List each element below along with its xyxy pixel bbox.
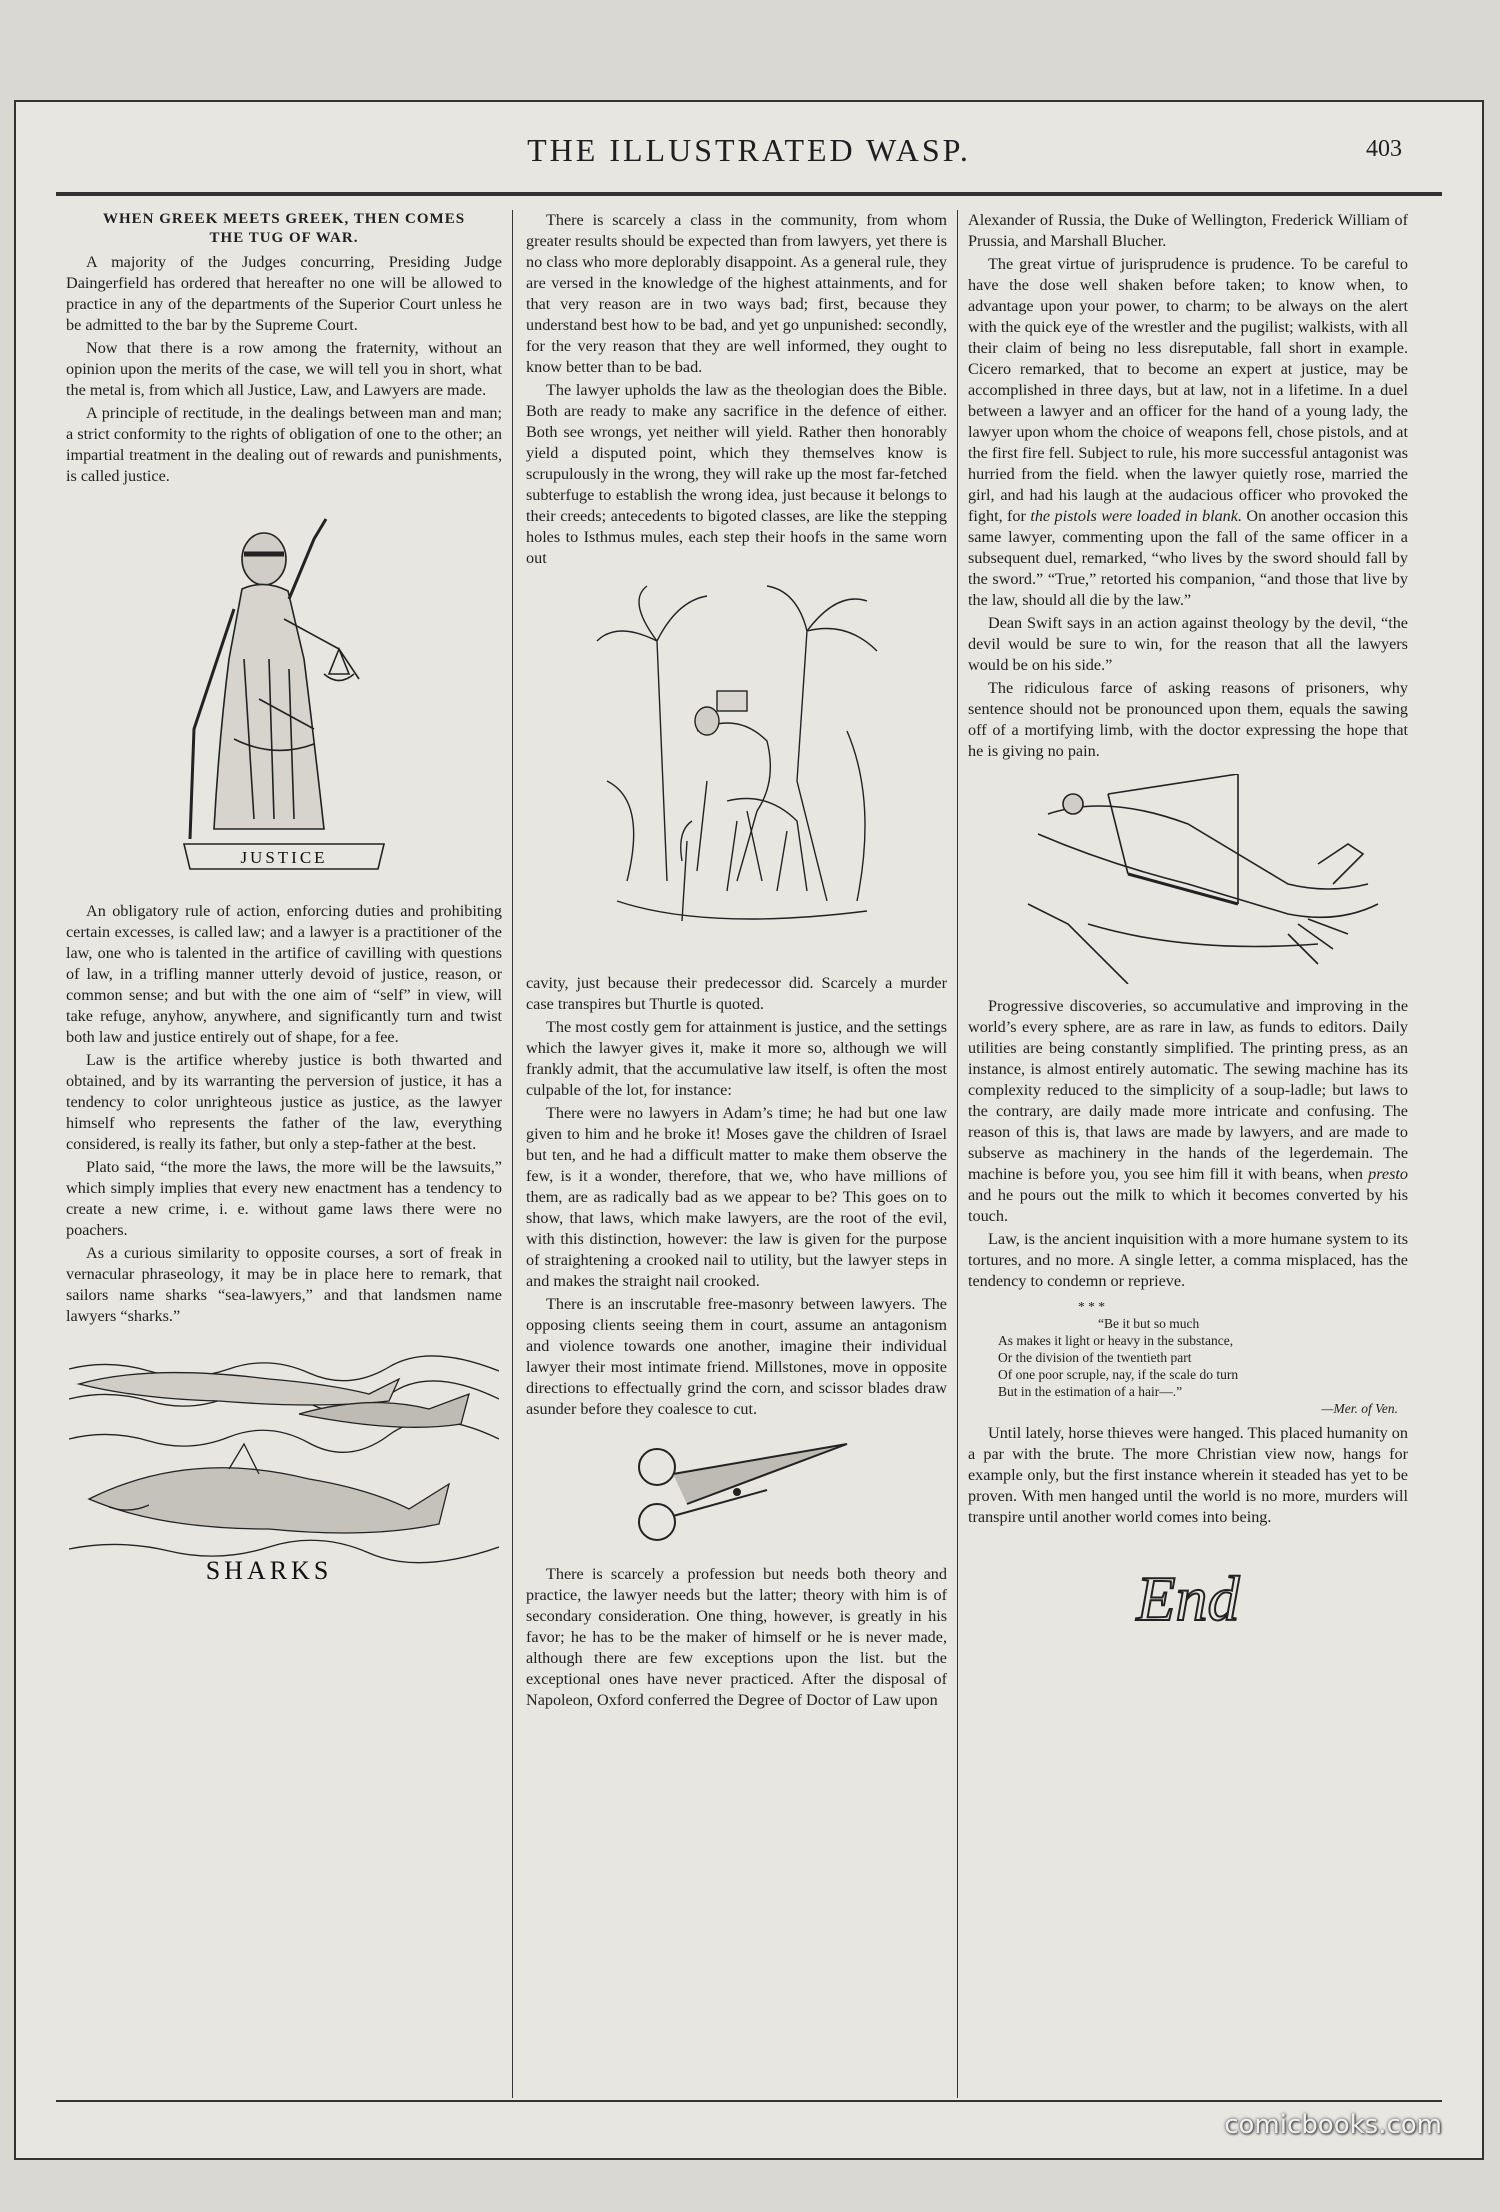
newspaper-page: [14, 100, 1484, 2160]
paragraph: As a curious similarity to opposite courses, a sort of freak in vernacular phraseology, it may be in place here to remark, that sailors name sharks “sea-lawyers,” and that landsmen name lawyers “sharks.”: [66, 1244, 502, 1325]
paragraph: [968, 254, 1408, 611]
paragraph: There is scarcely a class in the community, from whom greater results should be expected than from lawyers, yet there is no class who more deplorably disappoint. As a general rule, they are versed in the knowledge of the highest attainments, and for that very reason are in two ways bad; first, because they understand best how to be bad, and yet go unpunished: secondly, for the very reason that they are well informed, they ought to know better than to be bad.: [526, 211, 947, 376]
paragraph: Until lately, horse thieves were hanged. This placed humanity on a par with the brute. The more Christian view now, hangs for example only, but the first instance wherein it steaded has yet to be proven. With men hanged until the world is no more, murders will transpire until another world comes into being.: [968, 1424, 1408, 1526]
poem-quotation: [998, 1298, 1408, 1417]
paragraph: The lawyer upholds the law as the theologian does the Bible. Both are ready to make any sacrifice in the defence of either. Both see wrongs, yet neither will yield. Rather then honorably yield a disputed point, which they themselves know is scrupulously in the wrong, they will rake up the most far-fetched subterfuge to establish the wrong idea, just because it belongs to their creeds; antecedents to bigoted classes, are like the stepping holes to Isthmus mules, each step their hoofs in the same worn out: [526, 381, 947, 567]
paragraph-text: The great virtue of jurisprudence is prudence. To be careful to have the dose well shaken before taken; to know when, to advantage upon your power, to charm; to be always on the alert with the quick eye of the wrestler and the pugilist; walkists, with all their claim of being no less disreputable, fall short in example. Cicero remarked, that to become an expert at justice, may be accomplished in three days, but at law, not in a lifetime. In a duel between a lawyer and an officer for the hand of a young lady, the lawyer upon whom the choice of weapons fell, chose pistols, and at the first fire fell. Subject to rule, his more successful antagonist was hurried from the field. when the lawyer quietly rose, married the girl, and had his laugh at the audacious officer who provoked the fight, for: [968, 255, 1408, 525]
end-label: End: [1136, 1563, 1240, 1634]
paragraph: Now that there is a row among the fraternity, without an opinion upon the merits of the case, we will tell you in short, what the metal is, from which all Justice, Law, and Lawyers are made.: [66, 339, 502, 399]
paragraph-text: Progressive discoveries, so accumulative and improving in the world’s every sphere, are as rare in law, as funds to editors. Daily utilities are being constantly simplified. The printing press, as an instance, is almost entirely automatic. The sewing machine has its complexity reduced to the simplicity of a soup-ladle; but laws to the contrary, are daily made more intricate and confusing. The reason of this is, that laws are made by lawyers, and are made to subserve as machinery in the hands of the legerdemain. The machine is before you, you see him fill it with beans, when: [968, 997, 1408, 1183]
paragraph: Dean Swift says in an action against theology by the devil, “the devil would be sure to win, for the reason that all the lawyers would be on his side.”: [968, 614, 1408, 674]
poem-line: But in the estimation of a hair—.”: [998, 1384, 1183, 1399]
article-headline: [66, 210, 502, 248]
headline-line-2: THE TUG OF WAR.: [209, 230, 359, 246]
column-rule-1: [512, 210, 513, 2098]
column-rule-2: [957, 210, 958, 2098]
paragraph-continued: Alexander of Russia, the Duke of Wellington, Frederick William of Prussia, and Marshall Blucher.: [968, 211, 1408, 250]
sharks-label: SHARKS: [205, 1556, 333, 1585]
page-number: 403: [1366, 136, 1402, 162]
paragraph-continued: cavity, just because their predecessor did. Scarcely a murder case transpires but Thurtle is quoted.: [526, 974, 947, 1013]
justice-banner: [184, 844, 384, 869]
scissors-illustration: [617, 1432, 857, 1552]
poem-line: As makes it light or heavy in the substance,: [998, 1333, 1234, 1348]
watermark: comicbooks.com: [1224, 2110, 1442, 2140]
paragraph: An obligatory rule of action, enforcing duties and prohibiting certain excesses, is called law; and a lawyer is a practitioner of the law, one who is talented in the artifice of cavilling with questions of law, in a trifling manner utterly devoid of justice, reason, or common sense; and but with the one aim of “self” in view, will take refuge, anyhow, anywhere, and significantly turn and twist both law and justice entirely out of shape, for a fee.: [66, 902, 502, 1046]
italic-word: presto: [1368, 1165, 1408, 1183]
poem-citation: —Mer. of Ven.: [1321, 1401, 1398, 1416]
justice-illustration: [164, 499, 404, 889]
italic-phrase: the pistols were loaded in blank.: [1030, 507, 1242, 525]
page-header: [16, 132, 1482, 172]
amputation-saw-illustration: [988, 774, 1388, 984]
paragraph: Law, is the ancient inquisition with a more humane system to its tortures, and no more. A single letter, a comma misplaced, has the tendency to condemn or reprieve.: [968, 1230, 1408, 1290]
paragraph-text: On another occasion this same lawyer, commenting upon the fall of the same officer in a subsequent duel, remarked, “who lives by the sword should fall by the sword.” “True,” retorted his companion, “and those that live by the law, should all die by the law.”: [968, 507, 1409, 609]
paragraph: [968, 996, 1408, 1227]
poem-line: “Be it but so much: [1098, 1316, 1200, 1331]
paragraph-text: and he pours out the milk to which it becomes converted by his touch.: [968, 1186, 1408, 1225]
footer-rule: [56, 2100, 1442, 2102]
poem-stars: * * *: [1078, 1299, 1105, 1314]
headline-line-1: WHEN GREEK MEETS GREEK, THEN COMES: [102, 211, 466, 227]
masthead-title: THE ILLUSTRATED WASP.: [527, 132, 971, 168]
paragraph: Law is the artifice whereby justice is both thwarted and obtained, and by its warranting the perversion of justice, it has a tendency to color unrighteous justice as justice, as the lawyer himself who represents the father of the law, everything considered, is really its father, but only a step-father at the best.: [66, 1051, 502, 1153]
isthmus-mules-illustration: [587, 581, 887, 961]
column-3: [968, 210, 1408, 1662]
paragraph: The most costly gem for attainment is justice, and the settings which the lawyer gives it, make it more so, although we will frankly admit, that the accumulative law itself, is often the most culpable of the lot, for instance:: [526, 1018, 947, 1099]
column-1: [66, 210, 502, 1601]
column-2: [526, 210, 947, 1713]
poem-line: Or the division of the twentieth part: [998, 1350, 1192, 1365]
svg-text:JUSTICE: JUSTICE: [240, 848, 328, 867]
paragraph: There is an inscrutable free-masonry between lawyers. The opposing clients seeing them in court, assume an antagonism and violence towards one another, imagine their individual lawyer their most intimate friend. Millstones, move in opposite directions to effectually grind the corn, and scissor blades draw asunder before they coalesce to cut.: [526, 1295, 947, 1418]
poem-line: Of one poor scruple, nay, if the scale do turn: [998, 1367, 1239, 1382]
paragraph: Plato said, “the more the laws, the more will be the lawsuits,” which simply implies that every new enactment has a tendency to create a new crime, i. e. without game laws there were no poachers.: [66, 1158, 502, 1239]
paragraph: A majority of the Judges concurring, Presiding Judge Daingerfield has ordered that hereafter no one will be allowed to practice in any of the departments of the Superior Court unless he be admitted to the bar by the Supreme Court.: [66, 253, 502, 334]
end-ornament: [1078, 1540, 1298, 1650]
sharks-illustration: [69, 1339, 499, 1589]
paragraph: There were no lawyers in Adam’s time; he had but one law given to him and he broke it! Moses gave the children of Israel but ten, and he had a difficult matter to make them observe the few, is it a wonder, therefore, that we, who have millions of them, are as radically bad as we appear to be? This goes on to show, that laws, which make lawyers, are the root of the evil, with this distinction, however: the law is given for the purpose of straightening a crooked nail to utility, but the lawyer steps in and makes the straight nail crooked.: [526, 1104, 947, 1290]
header-rule-2: [56, 194, 1442, 196]
paragraph: A principle of rectitude, in the dealings between man and man; a strict conformity to the rights of obligation of one to the other; an impartial treatment in the dealing out of rewards and punishments, is called justice.: [66, 404, 502, 485]
paragraph: There is scarcely a profession but needs both theory and practice, the lawyer needs but the latter; theory with him is of secondary consideration. One thing, however, is greatly in his favor; he has to be the maker of himself or he is never made, although there are few exceptions upon the list. but the exceptional ones have never practiced. After the disposal of Napoleon, Oxford conferred the Degree of Doctor of Law upon: [526, 1565, 947, 1709]
paragraph: The ridiculous farce of asking reasons of prisoners, why sentence should not be pronounced upon them, equals the sawing off of a mortifying limb, with the doctor expressing the hope that he is giving no pain.: [968, 679, 1408, 760]
